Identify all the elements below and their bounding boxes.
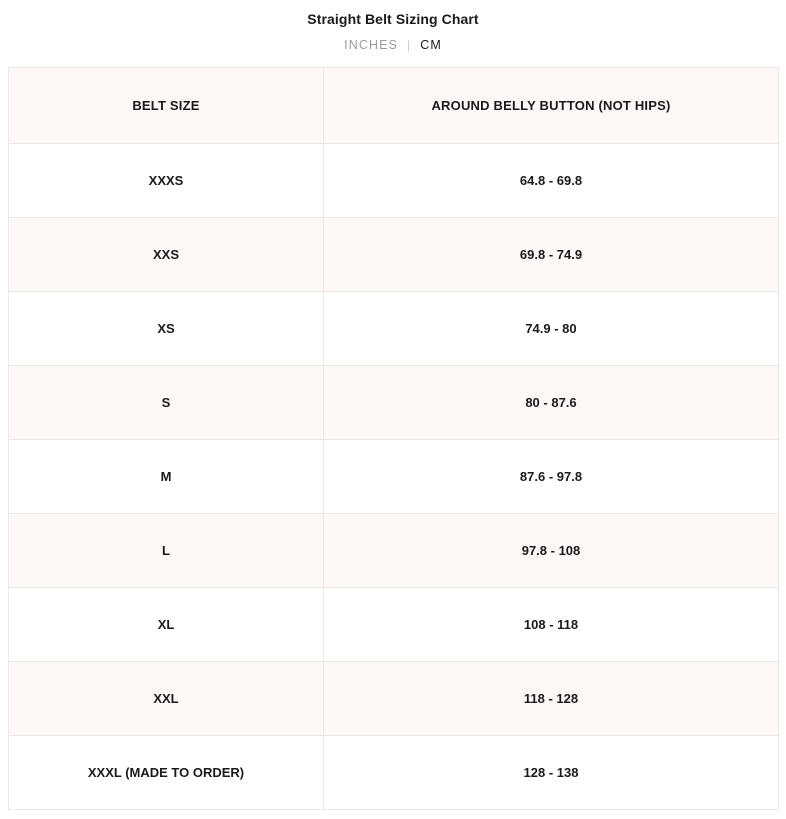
- cell-measurement: 69.8 - 74.9: [324, 218, 779, 292]
- cell-measurement: 64.8 - 69.8: [324, 144, 779, 218]
- cell-belt-size: L: [9, 514, 324, 588]
- table-row: [9, 514, 779, 588]
- table-row: [9, 588, 779, 662]
- cell-measurement: 108 - 118: [324, 588, 779, 662]
- cell-measurement: 128 - 138: [324, 736, 779, 810]
- unit-option-inches[interactable]: INCHES: [344, 38, 398, 52]
- cell-belt-size: XXXL (MADE TO ORDER): [9, 736, 324, 810]
- cell-measurement: 74.9 - 80: [324, 292, 779, 366]
- cell-measurement: 118 - 128: [324, 662, 779, 736]
- column-header-measurement: AROUND BELLY BUTTON (NOT HIPS): [324, 68, 779, 144]
- sizing-table: [8, 67, 779, 810]
- cell-belt-size: XL: [9, 588, 324, 662]
- cell-measurement: 80 - 87.6: [324, 366, 779, 440]
- table-row: [9, 292, 779, 366]
- table-row: [9, 736, 779, 810]
- cell-belt-size: XXS: [9, 218, 324, 292]
- table-row: [9, 662, 779, 736]
- table-row: [9, 144, 779, 218]
- table-header-row: [9, 68, 779, 144]
- cell-belt-size: XS: [9, 292, 324, 366]
- unit-toggle[interactable]: [0, 38, 786, 52]
- table-row: [9, 366, 779, 440]
- table-body: [9, 144, 779, 810]
- cell-measurement: 97.8 - 108: [324, 514, 779, 588]
- unit-separator: |: [406, 38, 412, 52]
- table-row: [9, 218, 779, 292]
- table-row: [9, 440, 779, 514]
- cell-belt-size: XXXS: [9, 144, 324, 218]
- table-container: [0, 67, 786, 810]
- page-title: Straight Belt Sizing Chart: [307, 11, 479, 27]
- cell-belt-size: M: [9, 440, 324, 514]
- table-head: [9, 68, 779, 144]
- column-header-belt-size: BELT SIZE: [9, 68, 324, 144]
- cell-belt-size: S: [9, 366, 324, 440]
- unit-option-cm[interactable]: CM: [420, 38, 442, 52]
- cell-belt-size: XXL: [9, 662, 324, 736]
- cell-measurement: 87.6 - 97.8: [324, 440, 779, 514]
